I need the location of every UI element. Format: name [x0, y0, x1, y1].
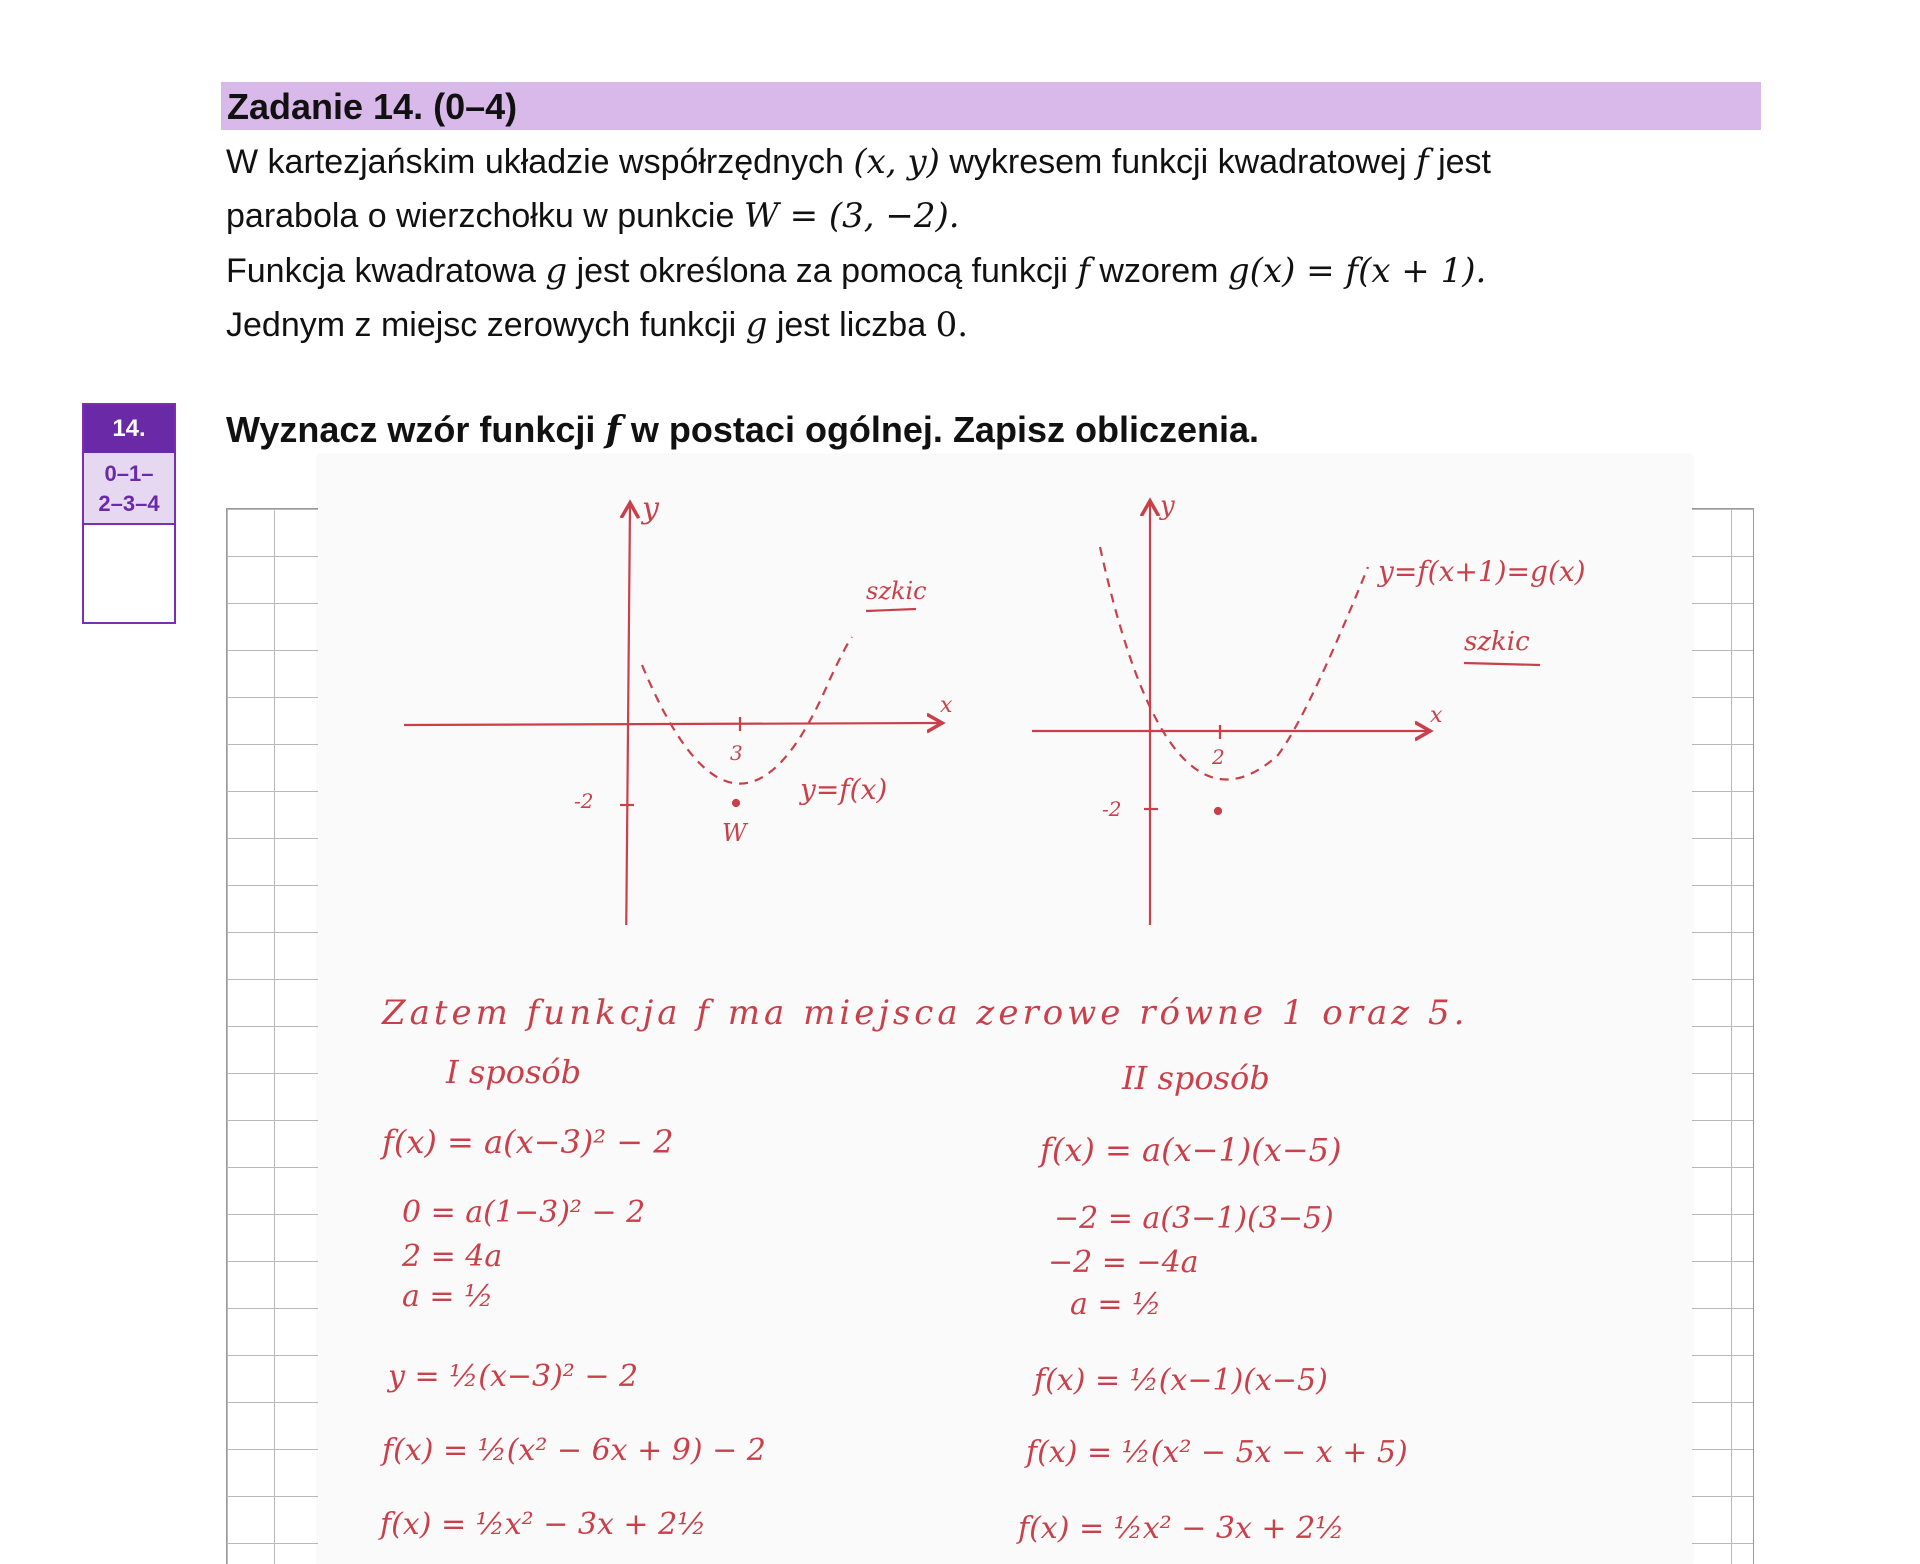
- method1-line: f(x) = ½(x² − 6x + 9) − 2: [382, 1433, 766, 1468]
- intro-math: W = (3, −2).: [743, 196, 960, 236]
- intro-math: 0.: [935, 305, 969, 345]
- intro-text: Jednym z miejsc zerowych funkcji: [226, 306, 746, 344]
- task-title: Zadanie 14. (0–4): [227, 86, 518, 127]
- method2-title: II sposób: [1122, 1059, 1270, 1097]
- intro-line-1: [226, 142, 1491, 182]
- intro-line-3: [226, 251, 1486, 291]
- graph2-function-label: y=f(x+1)=g(x): [1378, 555, 1586, 588]
- method1-line: 0 = a(1−3)² − 2: [402, 1195, 646, 1230]
- intro-math: f: [1416, 142, 1429, 182]
- graph1-tick-m2-label: -2: [574, 789, 594, 813]
- command-part: w postaci ogólnej. Zapisz obliczenia.: [620, 409, 1260, 450]
- intro-line-4: [226, 305, 968, 345]
- score-points-line: 2–3–4: [98, 491, 160, 516]
- graph1-function-label: y=f(x): [800, 773, 888, 806]
- graph1-vertex-point: [733, 800, 739, 806]
- graph2-parabola: [1100, 547, 1368, 780]
- command-text: [226, 409, 1259, 451]
- graph2-vertex-point: [1215, 808, 1221, 814]
- method1-line: 2 = 4a: [402, 1239, 503, 1274]
- intro-text: jest: [1428, 143, 1491, 181]
- intro-math: g: [545, 251, 568, 291]
- intro-math: g: [745, 305, 768, 345]
- command-part: Wyznacz wzór funkcji: [226, 409, 606, 450]
- graph2-tick-2-label: 2: [1212, 745, 1225, 769]
- intro-text: W kartezjańskim układzie współrzędnych: [226, 143, 854, 181]
- intro-text: jest określona za pomocą funkcji: [567, 252, 1078, 290]
- method1-line: f(x) = ½x² − 3x + 2½: [380, 1507, 707, 1542]
- graph1-tick-3-label: 3: [730, 741, 743, 765]
- score-box: [82, 403, 176, 624]
- intro-text: jest liczba: [767, 306, 936, 344]
- intro-line-2: [226, 196, 960, 236]
- intro-text: Funkcja kwadratowa: [226, 252, 546, 290]
- intro-text: wzorem: [1089, 252, 1228, 290]
- method1-line: f(x) = a(x−3)² − 2: [382, 1123, 674, 1161]
- task-number: 14.: [84, 405, 174, 453]
- score-points-line: 0–1–: [104, 461, 154, 486]
- method1-line: y = ½(x−3)² − 2: [388, 1359, 639, 1394]
- sketch-graphs: [318, 455, 1692, 925]
- graph2-y-label: y: [1160, 491, 1175, 521]
- graph2-tick-m2-label: -2: [1102, 797, 1122, 821]
- intro-text: wykresem funkcji kwadratowej: [939, 143, 1417, 181]
- method2-line: f(x) = ½x² − 3x + 2½: [1018, 1511, 1345, 1546]
- command-math: f: [605, 409, 621, 451]
- graph1-y-axis: [626, 505, 630, 925]
- graph2-sketch-label: szkic: [1464, 627, 1530, 657]
- graph2-x-label: x: [1430, 703, 1443, 728]
- intro-text: parabola o wierzchołku w punkcie: [226, 197, 744, 235]
- method2-line: f(x) = ½(x² − 5x − x + 5): [1026, 1435, 1408, 1470]
- intro-math: (x, y): [853, 142, 940, 182]
- graph1-x-label: x: [940, 693, 953, 718]
- graph1-y-label: y: [642, 491, 659, 526]
- graph1-sketch-underline: [866, 609, 916, 611]
- method1-title: I sposób: [446, 1053, 582, 1091]
- graph1-sketch-label: szkic: [866, 577, 927, 605]
- method2-line: −2 = a(3−1)(3−5): [1054, 1201, 1334, 1236]
- graph1-vertex-label: W: [722, 819, 747, 847]
- method2-line: f(x) = a(x−1)(x−5): [1040, 1131, 1342, 1169]
- conclusion-line: Zatem funkcja f ma miejsca zerowe równe 1 oraz 5.: [382, 993, 1469, 1033]
- method2-line: a = ½: [1070, 1287, 1162, 1322]
- graph1-parabola: [642, 637, 852, 784]
- score-entry-field[interactable]: [84, 525, 174, 622]
- method1-line: a = ½: [402, 1279, 494, 1314]
- intro-math: g(x) = f(x + 1).: [1227, 251, 1487, 291]
- method2-line: −2 = −4a: [1048, 1245, 1199, 1280]
- graph2-sketch-underline: [1464, 663, 1540, 665]
- handwritten-answer: [318, 455, 1692, 1564]
- score-points: [84, 453, 174, 525]
- intro-math: f: [1077, 251, 1090, 291]
- method2-line: f(x) = ½(x−1)(x−5): [1034, 1363, 1328, 1398]
- task-header: [221, 82, 1761, 130]
